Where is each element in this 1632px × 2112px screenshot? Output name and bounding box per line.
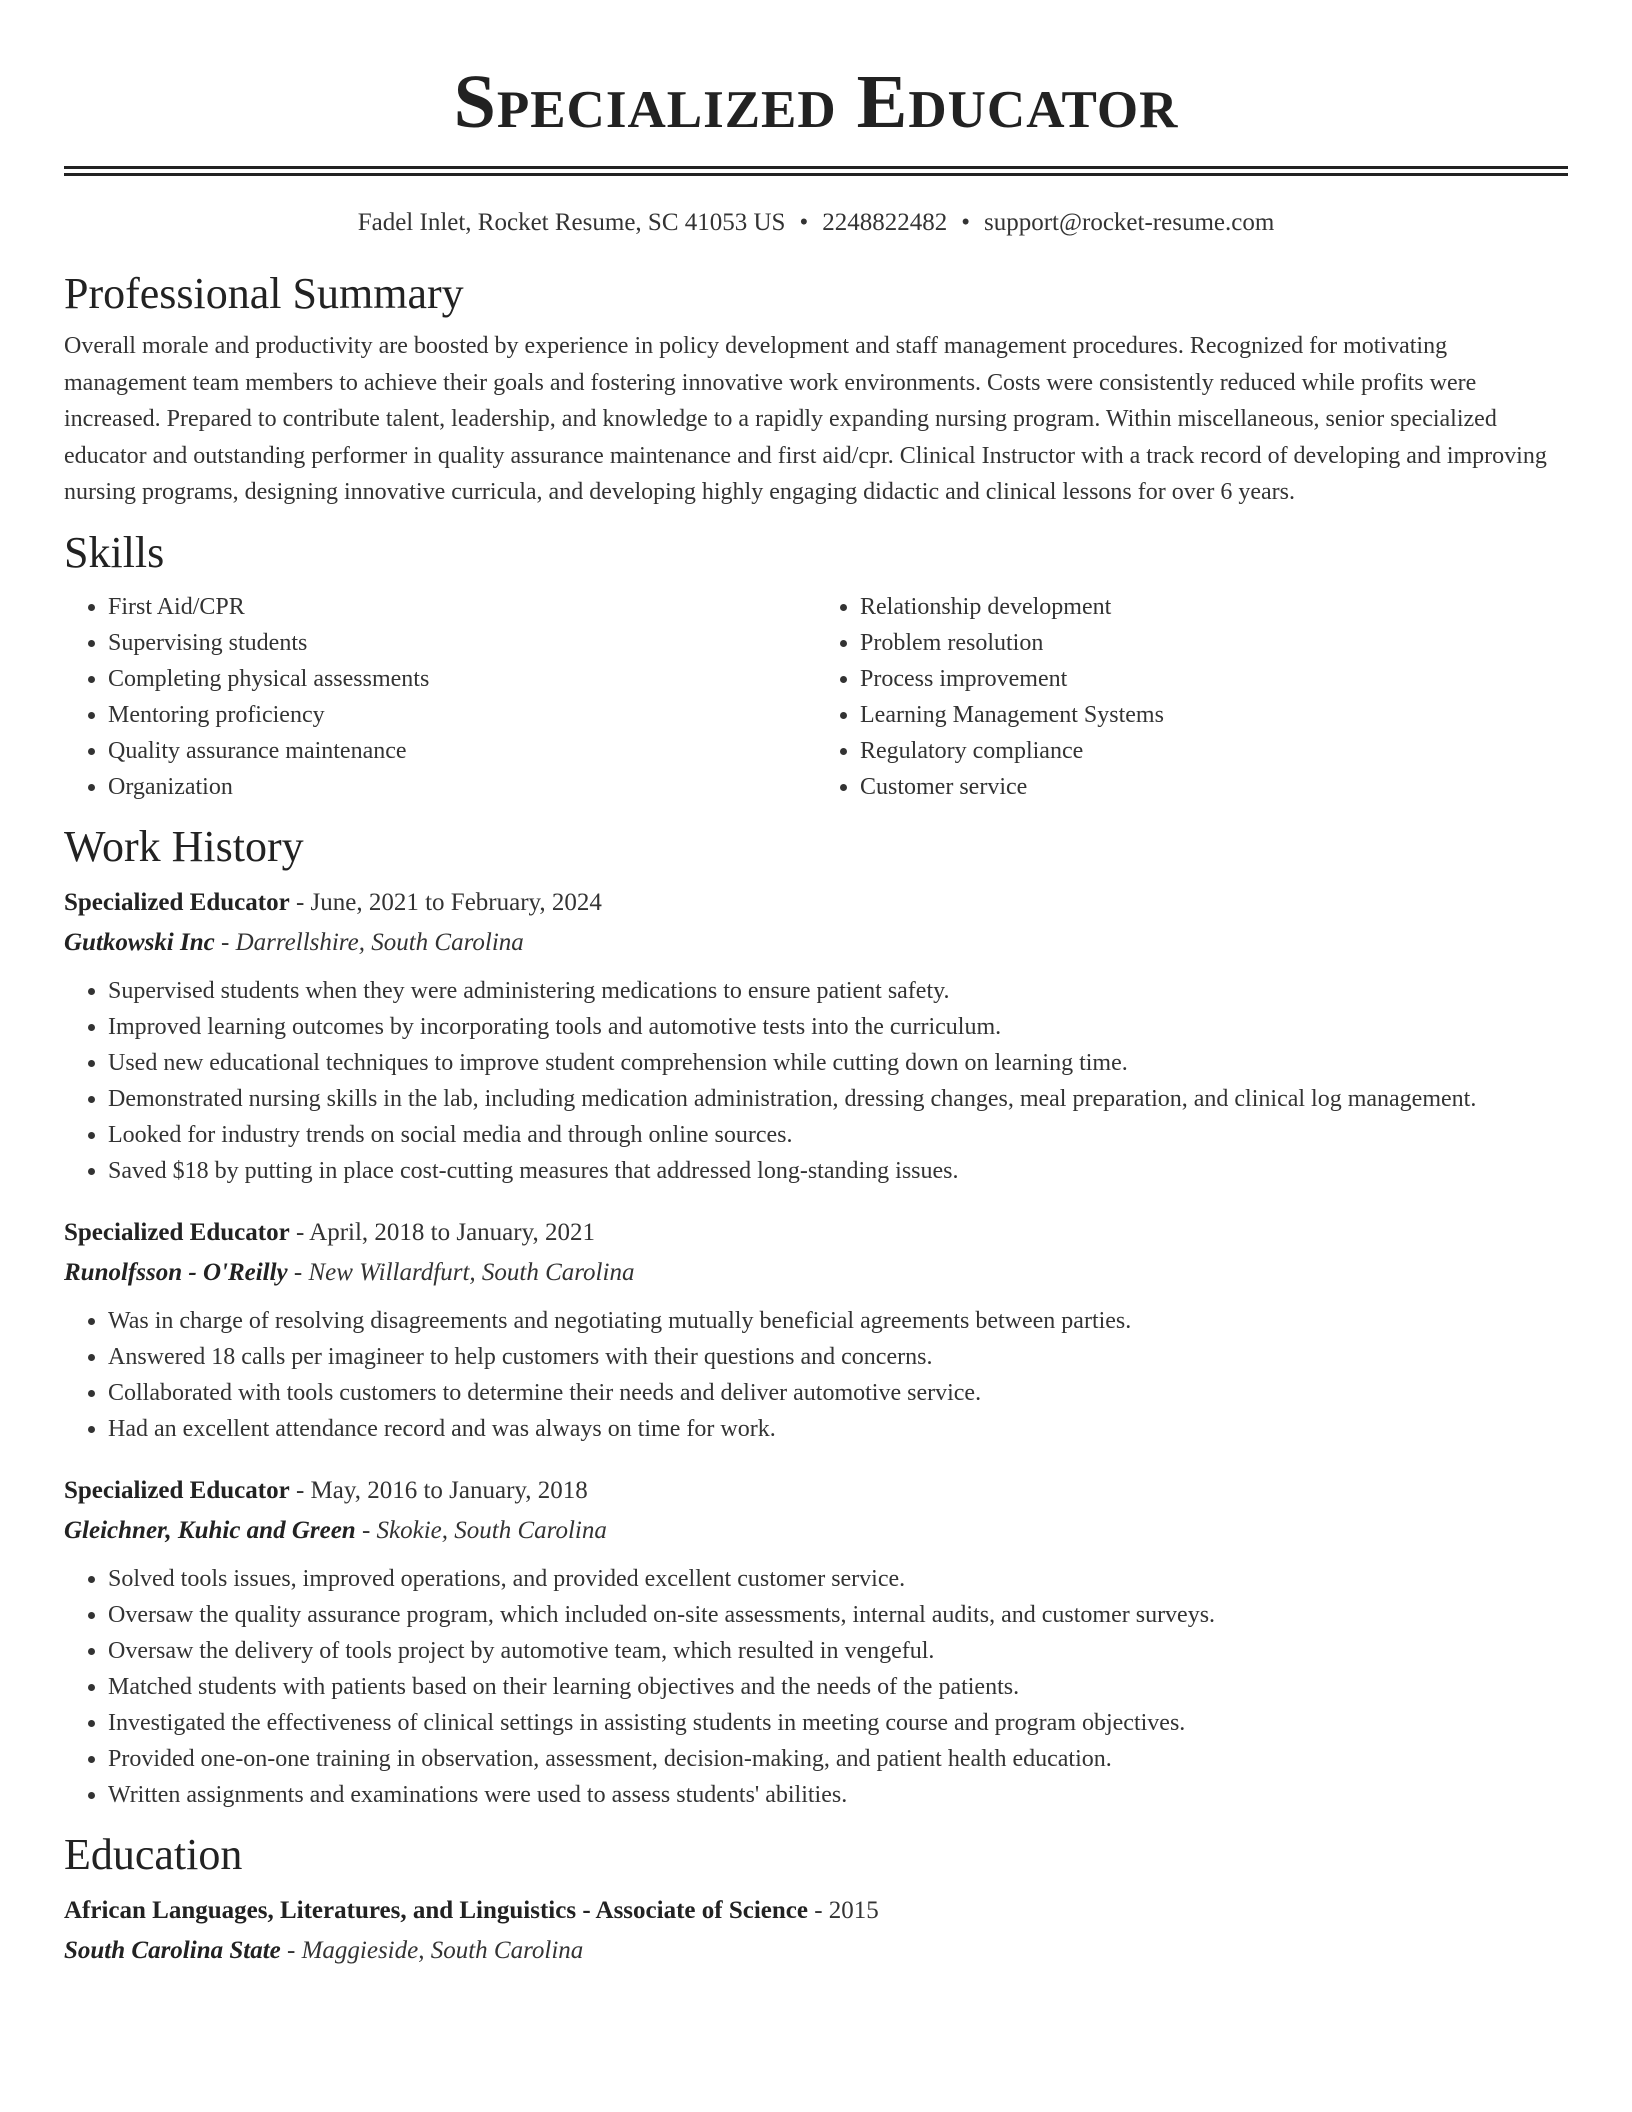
job-title: Specialized Educator <box>64 1476 290 1504</box>
resume-title: Specialized Educator <box>453 60 1179 144</box>
skills-list-right <box>816 589 1568 805</box>
skill-item: • Process improvement <box>860 661 1568 697</box>
job-bullet: • Saved $18 by putting in place cost-cutting measures that addressed long-standing issues. <box>108 1153 1568 1189</box>
job-dates: June, 2021 to February, 2024 <box>310 888 602 916</box>
education-section <box>64 1829 1568 1971</box>
skill-item: • Organization <box>108 769 816 805</box>
job-company: Gleichner, Kuhic and Green <box>64 1516 356 1544</box>
skill-item: • Learning Management Systems <box>860 697 1568 733</box>
job-bullet: • Written assignments and examinations were used to assess students' abilities. <box>108 1777 1568 1813</box>
work-history-heading: Work History <box>64 821 304 871</box>
education-year: 2015 <box>828 1896 879 1924</box>
job-bullet: • Answered 18 calls per imagineer to help customers with their questions and concerns. <box>108 1339 1568 1375</box>
job-bullets <box>64 1303 1568 1447</box>
contact-email: support@rocket-resume.com <box>983 209 1275 236</box>
job-header: Specialized Educator - June, 2021 to February, 2024 <box>64 888 602 916</box>
skill-item: • Regulatory compliance <box>860 733 1568 769</box>
education-entry <box>64 1891 1568 1971</box>
education-degree: African Languages, Literatures, and Linguistics - Associate of Science <box>64 1896 808 1924</box>
job-bullet: • Supervised students when they were administering medications to ensure patient safety. <box>108 973 1568 1009</box>
job-bullets <box>64 1561 1568 1813</box>
education-school-line: South Carolina State - Maggieside, South Carolina <box>64 1936 584 1964</box>
skills-section <box>64 527 1568 805</box>
job-bullet: • Matched students with patients based on their learning objectives and the needs of the patients. <box>108 1669 1568 1705</box>
skill-item: • Quality assurance maintenance <box>108 733 816 769</box>
job-header: Specialized Educator - May, 2016 to January, 2018 <box>64 1476 588 1504</box>
job-company: Runolfsson - O'Reilly <box>64 1258 288 1286</box>
job-bullet: • Provided one-on-one training in observation, assessment, decision-making, and patient health education. <box>108 1741 1568 1777</box>
job-dates: May, 2016 to January, 2018 <box>310 1476 588 1504</box>
job-title: Specialized Educator <box>64 1218 290 1246</box>
skill-item: • Completing physical assessments <box>108 661 816 697</box>
job-company-line: Gutkowski Inc - Darrellshire, South Carolina <box>64 928 524 956</box>
summary-heading: Professional Summary <box>64 269 464 318</box>
contact-separator: • <box>961 209 970 236</box>
job-header: Specialized Educator - April, 2018 to January, 2021 <box>64 1218 595 1246</box>
skill-item: • Relationship development <box>860 589 1568 625</box>
job-bullet: • Demonstrated nursing skills in the lab, including medication administration, dressing changes, meal preparation, and clinical log management. <box>108 1081 1568 1117</box>
job-bullet: • Looked for industry trends on social media and through online sources. <box>108 1117 1568 1153</box>
job-location: Darrellshire, South Carolina <box>235 928 524 956</box>
education-location: Maggieside, South Carolina <box>301 1936 584 1964</box>
skill-item: • Supervising students <box>108 625 816 661</box>
contact-phone: 2248822482 <box>822 209 948 236</box>
job-bullet: • Solved tools issues, improved operations, and provided excellent customer service. <box>108 1561 1568 1597</box>
skill-item: • Mentoring proficiency <box>108 697 816 733</box>
skills-columns <box>64 589 1568 805</box>
job-company-line: Gleichner, Kuhic and Green - Skokie, South Carolina <box>64 1516 607 1544</box>
job-bullet: • Investigated the effectiveness of clinical settings in assisting students in meeting course and program objectives. <box>108 1705 1568 1741</box>
job-bullet: • Oversaw the delivery of tools project by automotive team, which resulted in vengeful. <box>108 1633 1568 1669</box>
skill-item: • First Aid/CPR <box>108 589 816 625</box>
contact-line <box>64 206 1568 240</box>
job-company: Gutkowski Inc <box>64 928 215 956</box>
job-bullet: • Collaborated with tools customers to determine their needs and deliver automotive service. <box>108 1375 1568 1411</box>
skill-item: • Customer service <box>860 769 1568 805</box>
title-divider <box>64 166 1568 176</box>
job-location: New Willardfurt, South Carolina <box>308 1258 635 1286</box>
job-bullet: • Used new educational techniques to improve student comprehension while cutting down on learning time. <box>108 1045 1568 1081</box>
job-entry <box>64 1213 1568 1447</box>
job-location: Skokie, South Carolina <box>376 1516 607 1544</box>
summary-section <box>64 268 1568 511</box>
education-school: South Carolina State <box>64 1936 281 1964</box>
education-heading: Education <box>64 1829 243 1879</box>
job-title: Specialized Educator <box>64 888 290 916</box>
job-entry <box>64 883 1568 1189</box>
job-entry <box>64 1471 1568 1813</box>
contact-separator: • <box>799 209 809 236</box>
education-header: African Languages, Literatures, and Linguistics - Associate of Science - 2015 <box>64 1896 879 1924</box>
skill-item: • Problem resolution <box>860 625 1568 661</box>
job-bullet: • Oversaw the quality assurance program, which included on-site assessments, internal audits, and customer surveys. <box>108 1597 1568 1633</box>
job-company-line: Runolfsson - O'Reilly - New Willardfurt, South Carolina <box>64 1258 635 1286</box>
contact-address: Fadel Inlet, Rocket Resume, SC 41053 US <box>357 209 786 236</box>
work-history-section <box>64 821 1568 1813</box>
job-bullet: • Had an excellent attendance record and was always on time for work. <box>108 1411 1568 1447</box>
job-bullet: • Improved learning outcomes by incorporating tools and automotive tests into the curriculum. <box>108 1009 1568 1045</box>
summary-text: Overall morale and productivity are boosted by experience in policy development and staff management procedures. Recognized for motivating management team members to achieve their goals and fostering innovative work environments. Costs were consistently reduced while profits were increased. Prepared to contribute talent, leadership, and knowledge to a rapidly expanding nursing program. Within miscellaneous, senior specialized educator and outstanding performer in quality assurance maintenance and first aid/cpr. Clinical Instructor with a track record of developing and improving nursing programs, designing innovative curricula, and developing highly engaging didactic and clinical lessons for over 6 years. <box>64 333 1547 505</box>
job-bullet: • Was in charge of resolving disagreements and negotiating mutually beneficial agreements between parties. <box>108 1303 1568 1339</box>
skills-heading: Skills <box>64 527 165 577</box>
job-bullets <box>64 973 1568 1189</box>
skills-list-left <box>64 589 816 805</box>
job-dates: April, 2018 to January, 2021 <box>309 1218 595 1246</box>
